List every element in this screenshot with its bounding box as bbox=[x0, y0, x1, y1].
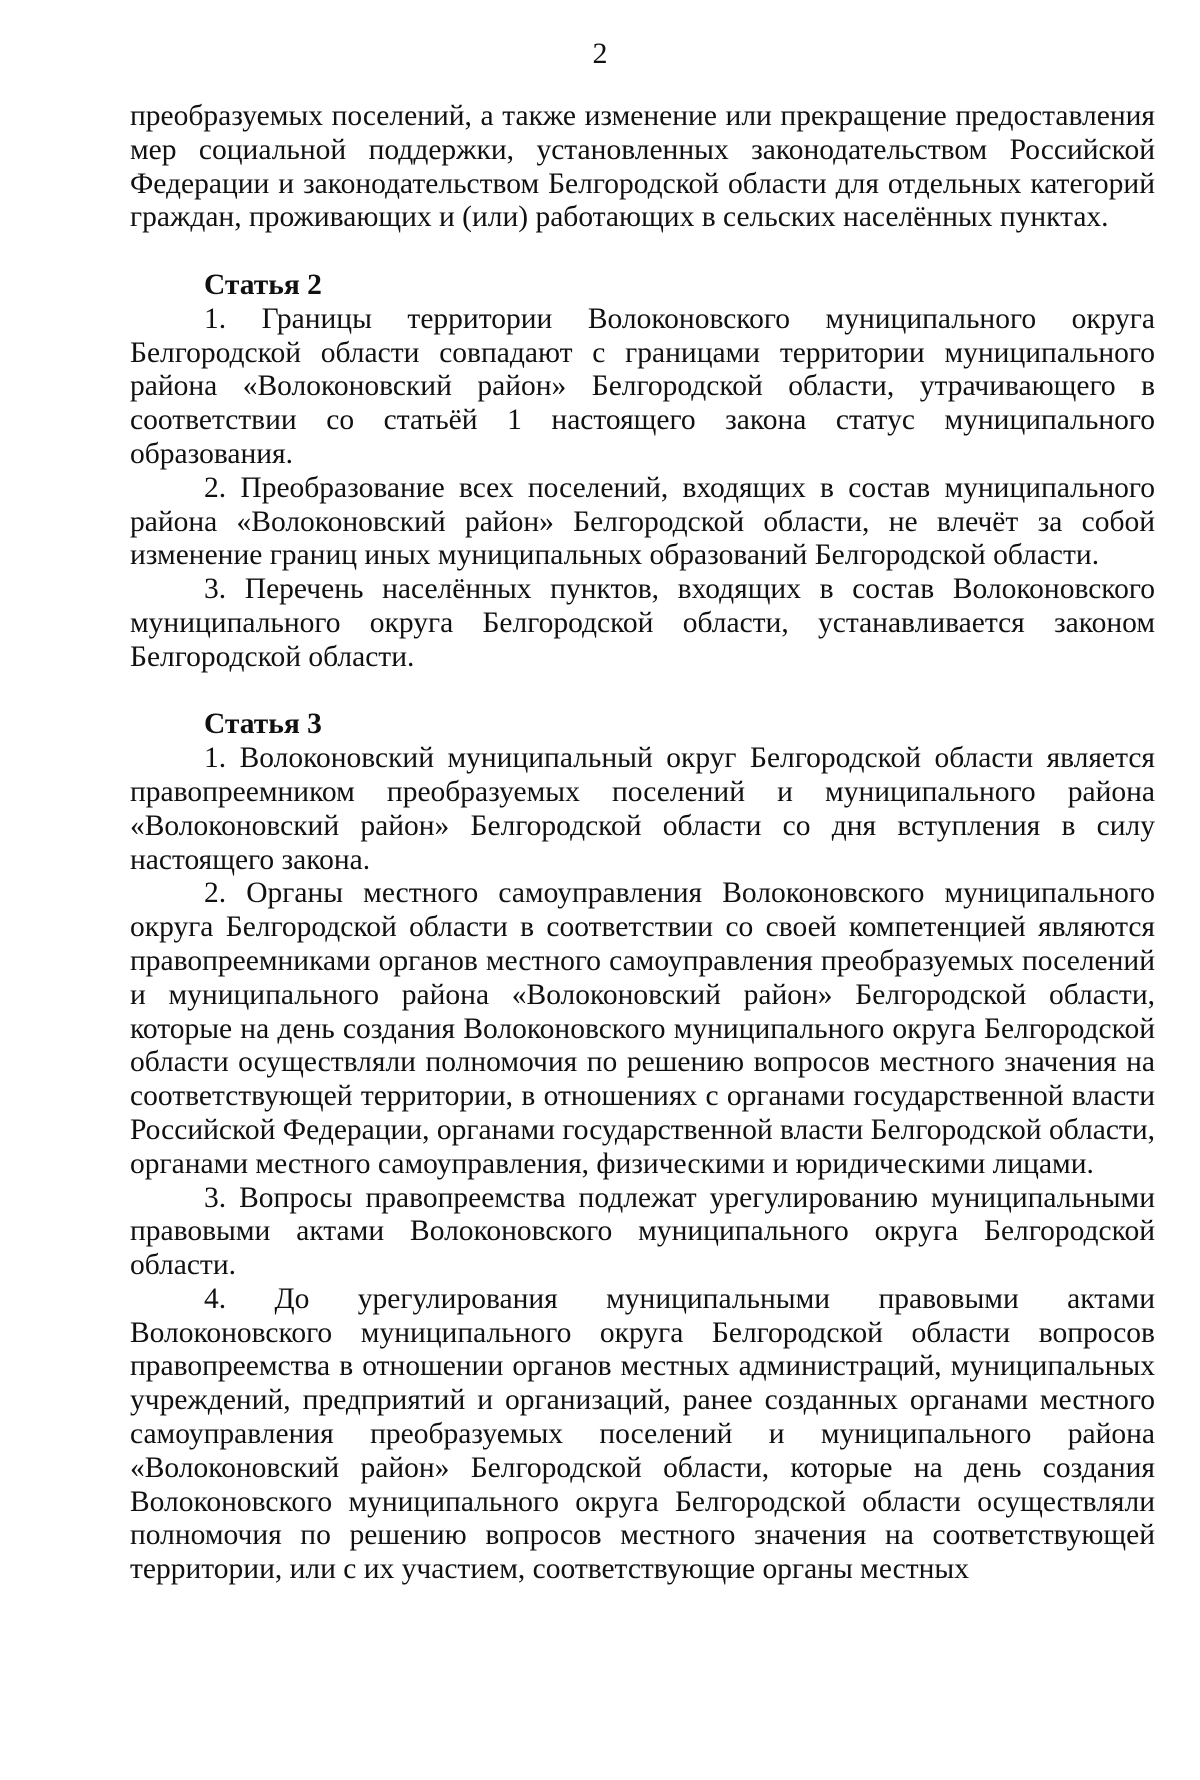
article-3-paragraph-1: 1. Волоконовский муниципальный округ Белгородской области является правопреемником преобразуемых поселений и муниципального района «Волоконовский район» Белгородской области со дня вступления в силу настоящего закона. bbox=[130, 742, 1155, 876]
spacer bbox=[130, 235, 1155, 269]
article-3 bbox=[130, 708, 1155, 1587]
article-2-paragraph-3: 3. Перечень населённых пунктов, входящих в состав Волоконовского муниципального округа Белгородской области, устанавливается законом Белгородской области. bbox=[130, 573, 1155, 673]
article-3-heading: Статья 3 bbox=[204, 708, 322, 741]
article-3-paragraph-2: 2. Органы местного самоуправления Волоконовского муниципального округа Белгородской области в соответствии со своей компетенцией являются правопреемниками органов местного самоуправления преобразуемых поселений и муниципального района «Волоконовский район» Белгородской области, которые на день создания Волоконовского муниципального округа Белгородской области осуществляли полномочия по решению вопросов местного значения на соответствующей территории, в отношениях с органами государственной власти Российской Федерации, органами государственной власти Белгородской области, органами местного самоуправления, физическими и юридическими лицами. bbox=[130, 877, 1155, 1180]
article-3-paragraph-3: 3. Вопросы правопреемства подлежат урегулированию муниципальными правовыми актами Волоконовского муниципального округа Белгородской области. bbox=[130, 1181, 1155, 1282]
page-number: 2 bbox=[592, 37, 608, 70]
article-2-paragraph-1: 1. Границы территории Волоконовского муниципального округа Белгородской области совпадают с границами территории муниципального района «Волоконовский район» Белгородской области, утрачивающего в соответствии со статьёй 1 настоящего закона статус муниципального образования. bbox=[130, 302, 1155, 470]
article-2-paragraph-2: 2. Преобразование всех поселений, входящих в состав муниципального района «Волоконовский район» Белгородской области, не влечёт за собой изменение границ иных муниципальных образований Белгородской области. bbox=[130, 471, 1155, 572]
spacer bbox=[130, 675, 1155, 709]
article-3-paragraph-4: 4. До урегулирования муниципальными правовыми актами Волоконовского муниципального округа Белгородской области вопросов правопреемства в отношении органов местных администраций, муниципальных учреждений, предприятий и организаций, ранее созданных органами местного самоуправления преобразуемых поселений и муниципального района «Волоконовский район» Белгородской области, которые на день создания Волоконовского муниципального округа Белгородской области осуществляли полномочия по решению вопросов местного значения на соответствующей территории, или с их участием, соответствующие органы местных bbox=[130, 1282, 1155, 1586]
article-2-heading: Статья 2 bbox=[204, 268, 322, 301]
article-2 bbox=[130, 269, 1155, 675]
intro-paragraph: преобразуемых поселений, а также изменение или прекращение предоставления мер социальной поддержки, установленных законодательством Российской Федерации и законодательством Белгородской области для отдельных категорий граждан, проживающих и (или) работающих в сельских населённых пунктах. bbox=[130, 100, 1155, 234]
document-body bbox=[130, 100, 1155, 1587]
